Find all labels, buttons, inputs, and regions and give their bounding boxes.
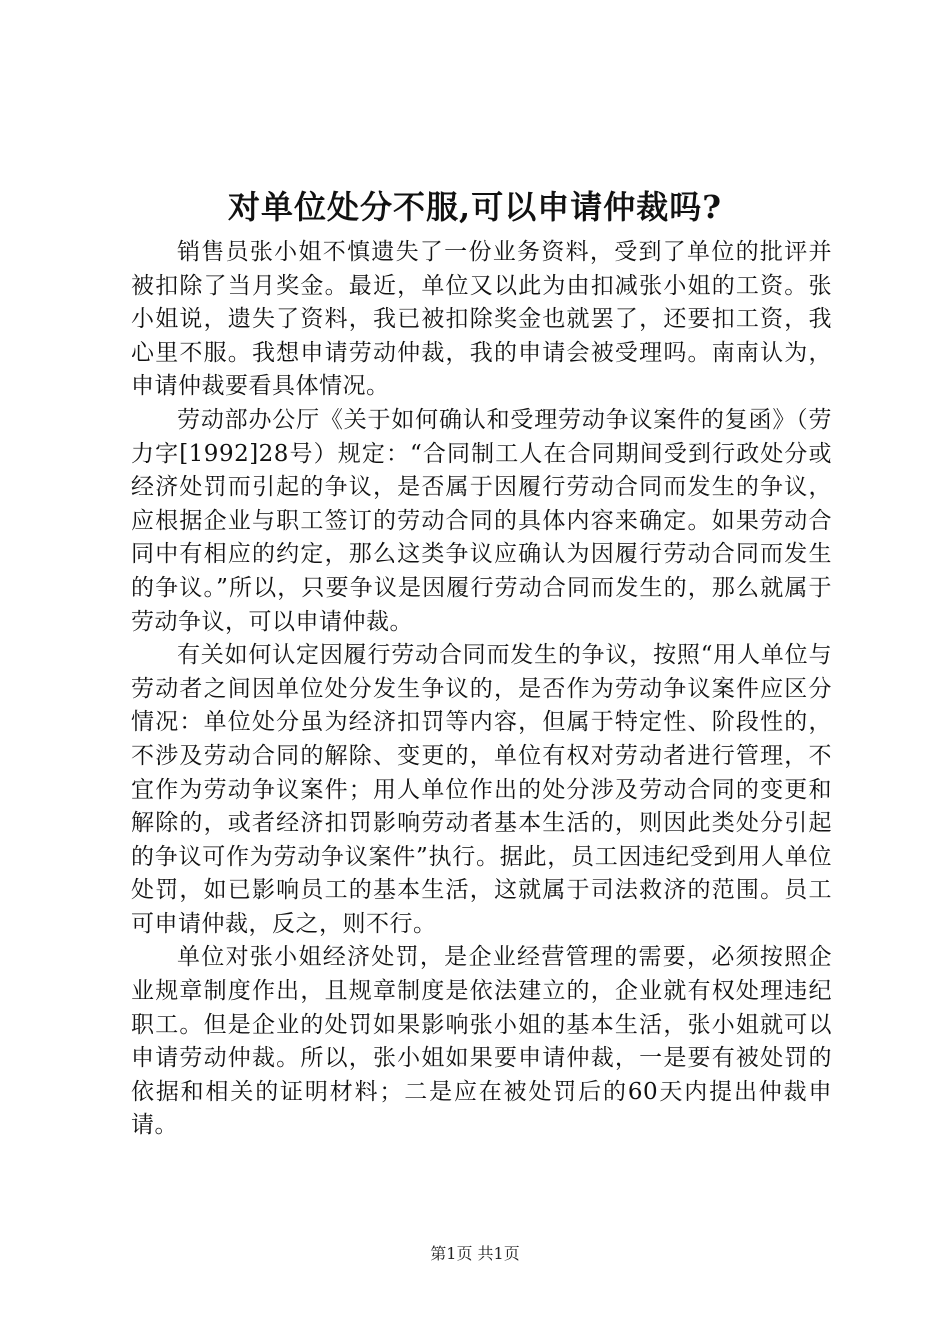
paragraph-3: 有关如何认定因履行劳动合同而发生的争议，按照“用人单位与劳动者之间因单位处分发生争议的，是否作为劳动争议案件应区分情况：单位处分虽为经济扣罚等内容，但属于特定性、阶段性的，不涉及劳动合同的解除、变更的，单位有权对劳动者进行管理，不宜作为劳动争议案件；用人单位作出的处分涉及劳动合同的变更和解除的，或者经济扣罚影响劳动者基本生活的，则因此类处分引起的争议可作为劳动争议案件”执行。据此，员工因违纪受到用人单位处罚，如已影响员工的基本生活，这就属于司法救济的范围。员工可申请仲裁，反之，则不行。	[131, 642, 832, 937]
paragraph-4: 单位对张小姐经济处罚，是企业经营管理的需要，必须按照企业规章制度作出，且规章制度是依法建立的，企业就有权处理违纪职工。但是企业的处罚如果影响张小姐的基本生活，张小姐就可以申请劳动仲裁。所以，张小姐如果要申请仲裁，一是要有被处罚的依据和相关的证明材料；二是应在被处罚后的60天内提出仲裁申请。	[131, 944, 832, 1139]
page-number-footer: 第1页 共1页	[430, 1244, 520, 1263]
document-title: 对单位处分不服,可以申请仲裁吗?	[228, 188, 722, 226]
paragraph-2: 劳动部办公厅《关于如何确认和受理劳动争议案件的复函》（劳力字[1992]28号）规定：“合同制工人在合同期间受到行政处分或经济处罚而引起的争议，是否属于因履行劳动合同而发生的争议，应根据企业与职工签订的劳动合同的具体内容来确定。如果劳动合同中有相应的约定，那么这类争议应确认为因履行劳动合同而发生的争议。”所以，只要争议是因履行劳动合同而发生的，那么就属于劳动争议，可以申请仲裁。	[131, 406, 832, 635]
document-body	[131, 236, 832, 1143]
paragraph-1: 销售员张小姐不慎遗失了一份业务资料，受到了单位的批评并被扣除了当月奖金。最近，单位又以此为由扣减张小姐的工资。张小姐说，遗失了资料，我已被扣除奖金也就罢了，还要扣工资，我心里不服。我想申请劳动仲裁，我的申请会被受理吗。南南认为，申请仲裁要看具体情况。	[131, 239, 832, 400]
